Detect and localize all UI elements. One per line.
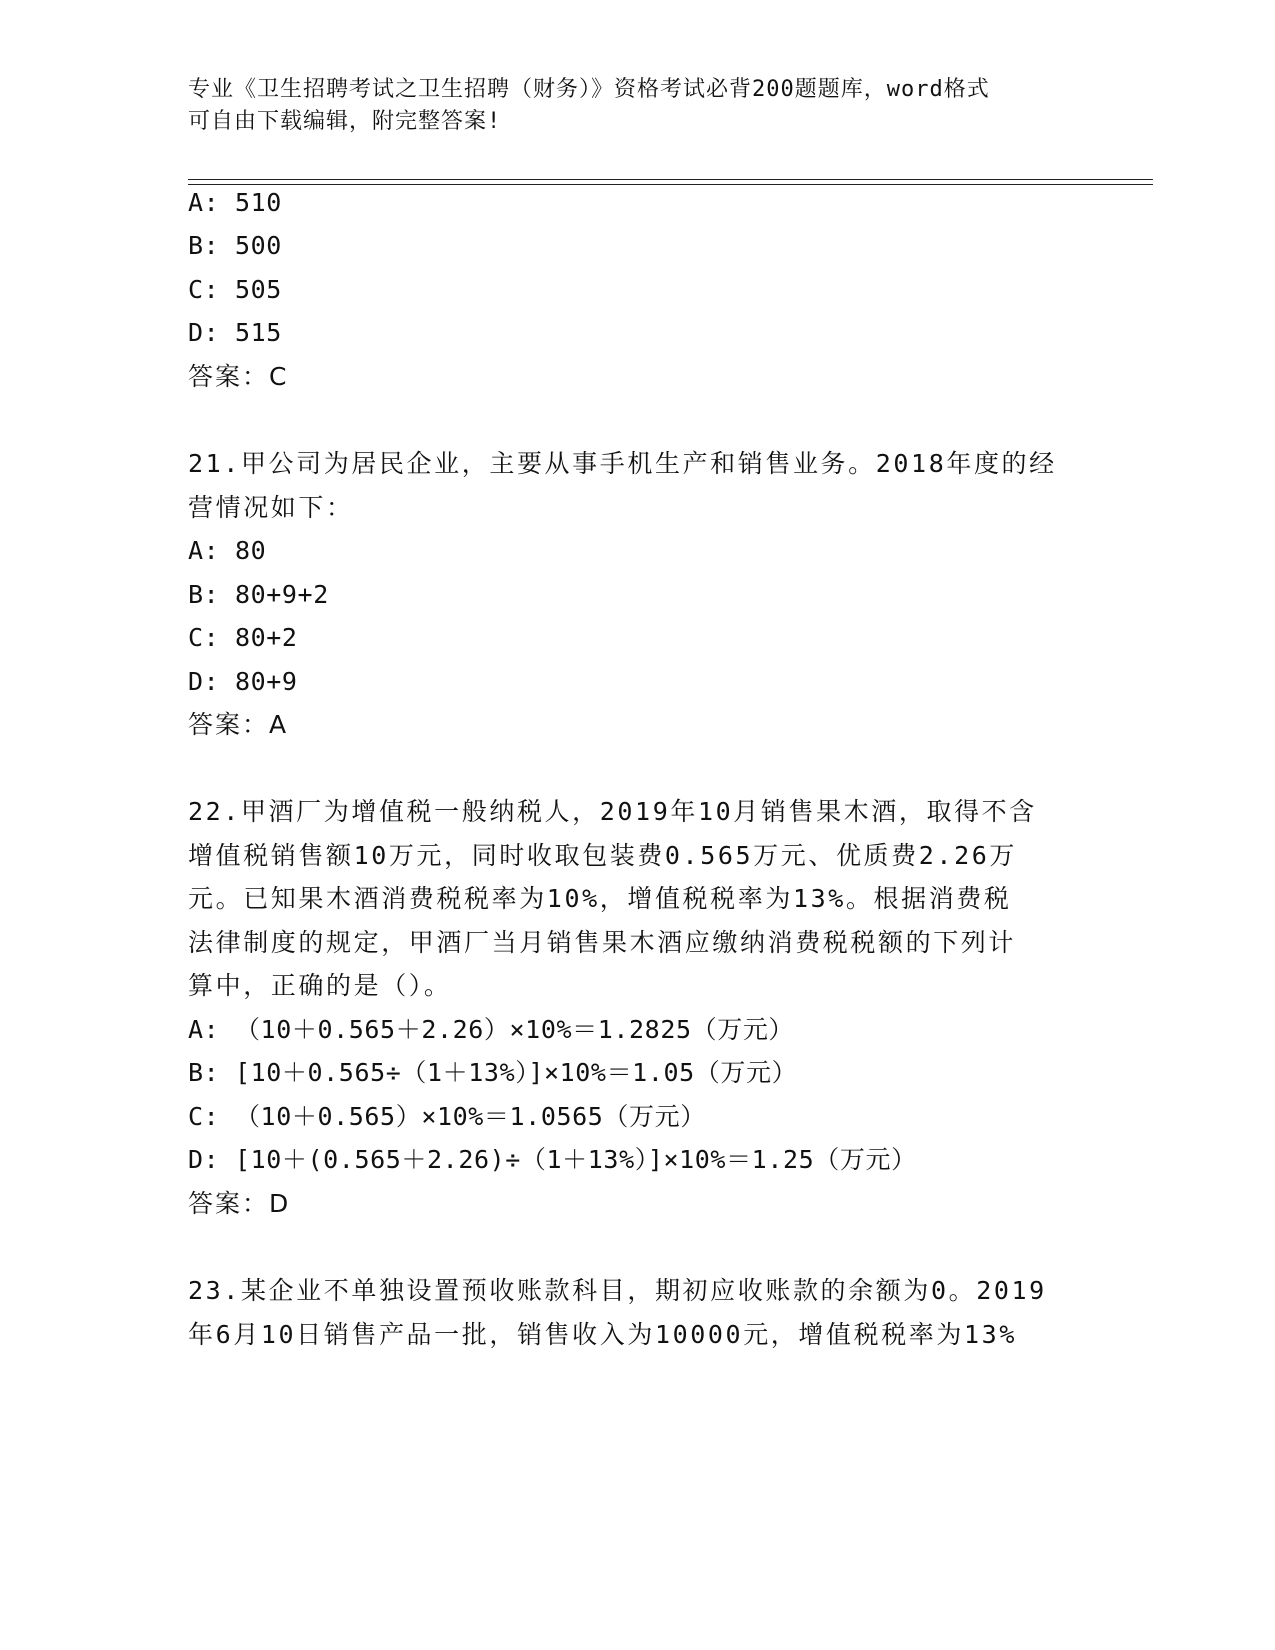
q22-stem-line-3: 元。已知果木酒消费税税率为10%，增值税税率为13%。根据消费税 <box>188 884 1012 913</box>
header-rule-top <box>188 179 1153 180</box>
q22-option-d: D: [10＋(0.565＋2.26)÷（1＋13%）]×10%＝1.25（万元） <box>188 1145 917 1174</box>
q22-stem-line-1: 22.甲酒厂为增值税一般纳税人，2019年10月销售果木酒，取得不含 <box>188 797 1037 826</box>
q21-answer: 答案：A <box>188 710 289 739</box>
q21-option-c: C: 80+2 <box>188 623 298 652</box>
q22-option-b: B: [10＋0.565÷（1＋13%）]×10%＝1.05（万元） <box>188 1058 798 1087</box>
q20-option-a: A: 510 <box>188 188 282 217</box>
q22-stem-line-5: 算中，正确的是（）。 <box>188 971 452 1000</box>
q21-stem-line-1: 21.甲公司为居民企业，主要从事手机生产和销售业务。2018年度的经 <box>188 449 1057 478</box>
header-line-1: 专业《卫生招聘考试之卫生招聘（财务）》资格考试必背200题题库，word格式 <box>188 77 990 102</box>
q23-stem-line-1: 23.某企业不单独设置预收账款科目，期初应收账款的余额为0。2019 <box>188 1276 1047 1305</box>
q21-option-b: B: 80+9+2 <box>188 580 329 609</box>
document-header <box>188 74 1088 138</box>
q23-stem-line-2: 年6月10日销售产品一批，销售收入为10000元，增值税税率为13% <box>188 1320 1017 1349</box>
q20-option-c: C: 505 <box>188 275 282 304</box>
q22-answer: 答案：D <box>188 1189 291 1218</box>
q22-option-a: A: （10＋0.565＋2.26）×10%＝1.2825（万元） <box>188 1015 795 1044</box>
q21-option-a: A: 80 <box>188 536 267 565</box>
header-rule-bottom <box>188 184 1153 185</box>
q22-stem-line-2: 增值税销售额10万元，同时收取包装费0.565万元、优质费2.26万 <box>188 841 1017 870</box>
q20-option-d: D: 515 <box>188 318 282 347</box>
q21-stem-line-2: 营情况如下： <box>188 493 354 522</box>
q22-option-c: C: （10＋0.565）×10%＝1.0565（万元） <box>188 1102 706 1131</box>
q22-stem-line-4: 法律制度的规定，甲酒厂当月销售果木酒应缴纳消费税税额的下列计 <box>188 928 1017 957</box>
q21-option-d: D: 80+9 <box>188 667 298 696</box>
header-line-2: 可自由下载编辑，附完整答案! <box>188 109 502 134</box>
q20-option-b: B: 500 <box>188 231 282 260</box>
q20-answer: 答案：C <box>188 362 289 391</box>
